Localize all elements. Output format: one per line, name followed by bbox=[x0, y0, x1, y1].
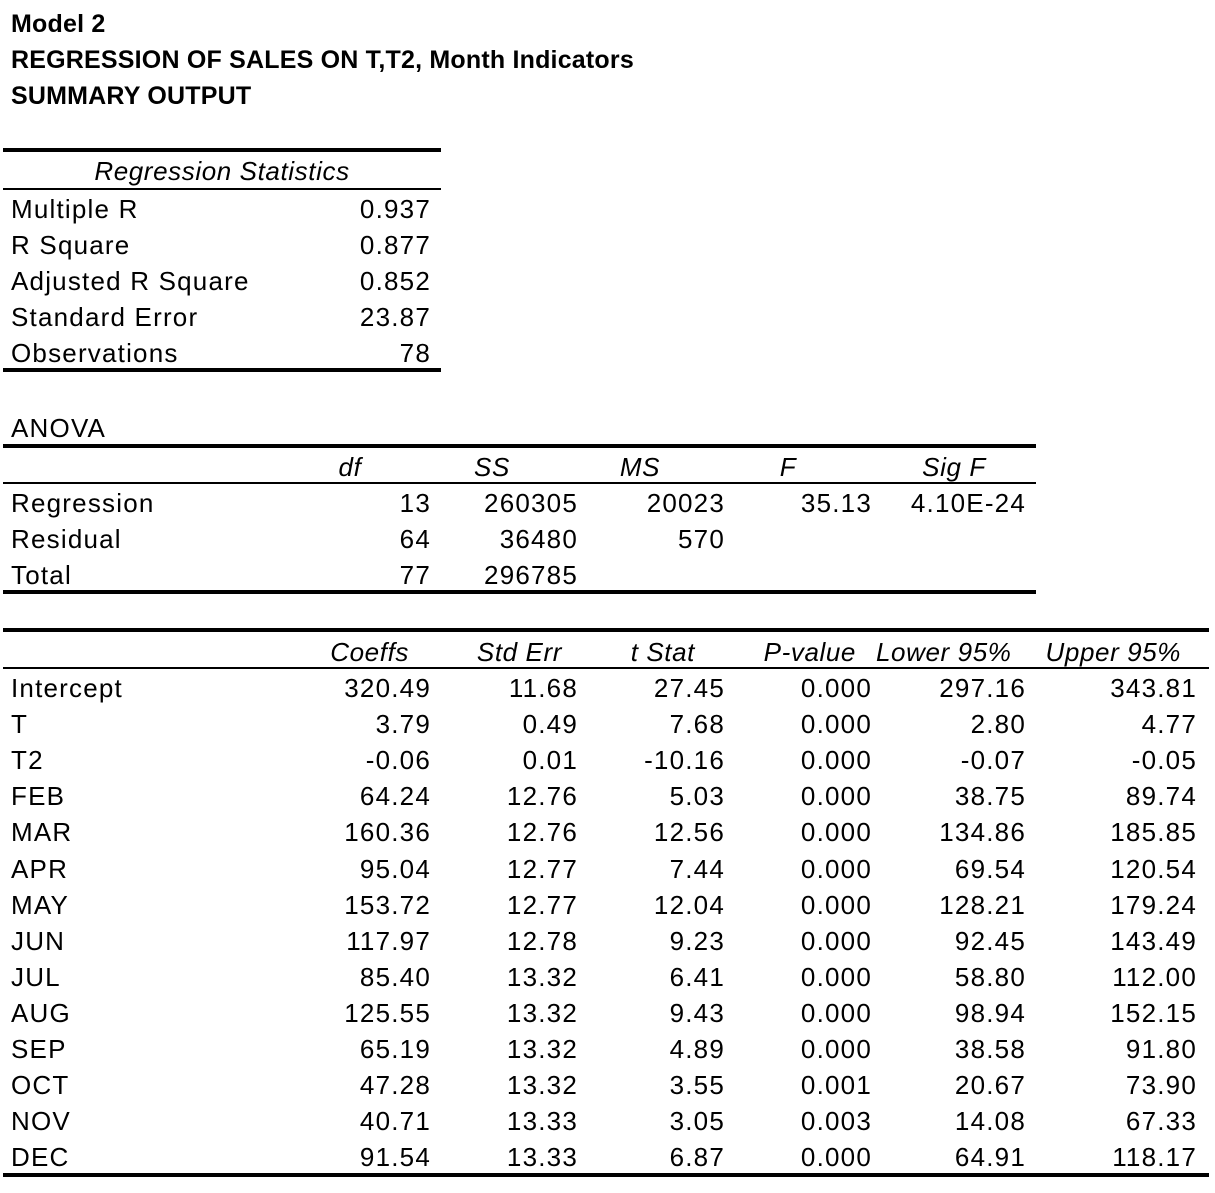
stat-value: 0.852 bbox=[359, 266, 431, 296]
coef-p-value: 0.000 bbox=[800, 925, 872, 956]
anova-ss-value: 36480 bbox=[499, 524, 578, 554]
anova-df-value: 77 bbox=[399, 560, 431, 590]
anova-title: ANOVA bbox=[11, 413, 107, 443]
anova-df-value: 13 bbox=[399, 488, 431, 518]
stats-bottom-rule bbox=[3, 368, 441, 372]
anova-row-label: Total bbox=[11, 560, 72, 590]
stat-value: 78 bbox=[399, 338, 431, 368]
coef-p-value: 0.000 bbox=[800, 781, 872, 812]
coef-top-rule bbox=[3, 628, 1209, 632]
coef-lo-value: 128.21 bbox=[939, 889, 1026, 920]
coef-hi-value: 185.85 bbox=[1110, 817, 1197, 848]
coef-lo-value: 38.75 bbox=[954, 781, 1026, 812]
coef-t-value: 9.43 bbox=[669, 997, 725, 1028]
coef-lo-value: 20.67 bbox=[954, 1070, 1026, 1101]
stats-top-rule bbox=[3, 148, 441, 152]
coef-lo-value: 134.86 bbox=[939, 817, 1026, 848]
coef-t-value: 12.04 bbox=[653, 889, 725, 920]
stat-label: Multiple R bbox=[11, 194, 139, 224]
coef-t-value: 9.23 bbox=[669, 925, 725, 956]
coef-row-label: DEC bbox=[11, 1142, 70, 1173]
coef-se-value: 13.33 bbox=[506, 1106, 578, 1137]
coef-t-value: 5.03 bbox=[669, 781, 725, 812]
anova-ms-value: 570 bbox=[678, 524, 725, 554]
coef-row-label: T bbox=[11, 709, 29, 740]
coef-row-label: OCT bbox=[11, 1070, 70, 1101]
coef-t-value: 7.44 bbox=[669, 853, 725, 884]
model-label: Model 2 bbox=[11, 10, 106, 38]
coef-coef-value: 64.24 bbox=[359, 781, 431, 812]
coef-col-header: Coeffs bbox=[330, 637, 409, 667]
coef-se-value: 0.01 bbox=[522, 745, 578, 776]
coef-row-label: NOV bbox=[11, 1106, 71, 1137]
coef-se-value: 0.49 bbox=[522, 709, 578, 740]
coef-coef-value: 65.19 bbox=[359, 1034, 431, 1064]
anova-col-header: Sig F bbox=[922, 452, 986, 482]
coef-p-value: 0.000 bbox=[800, 997, 872, 1028]
stat-label: R Square bbox=[11, 230, 131, 260]
coef-coef-value: 40.71 bbox=[359, 1106, 431, 1137]
anova-col-header: SS bbox=[474, 452, 510, 482]
coef-col-header: P-value bbox=[763, 637, 856, 667]
coef-se-value: 12.77 bbox=[506, 853, 578, 884]
coef-se-value: 13.32 bbox=[506, 1070, 578, 1101]
coef-coef-value: 3.79 bbox=[375, 709, 431, 740]
stat-value: 23.87 bbox=[359, 302, 431, 332]
coef-se-value: 12.76 bbox=[506, 781, 578, 812]
coef-hi-value: 112.00 bbox=[1112, 961, 1197, 992]
anova-row-label: Regression bbox=[11, 488, 155, 518]
coef-t-value: 7.68 bbox=[669, 709, 725, 740]
coef-row-label: AUG bbox=[11, 997, 71, 1028]
coef-hi-value: 4.77 bbox=[1141, 709, 1197, 740]
coef-coef-value: 95.04 bbox=[359, 853, 431, 884]
coef-col-header: t Stat bbox=[630, 637, 695, 667]
coef-coef-value: -0.06 bbox=[365, 745, 431, 776]
coef-bottom-rule bbox=[3, 1173, 1209, 1177]
coef-hi-value: 152.15 bbox=[1110, 997, 1197, 1028]
anova-ss-value: 296785 bbox=[484, 560, 578, 590]
coef-hi-value: 343.81 bbox=[1110, 673, 1197, 703]
coef-p-value: 0.000 bbox=[800, 817, 872, 848]
coef-se-value: 12.78 bbox=[506, 925, 578, 956]
coef-lo-value: 98.94 bbox=[954, 997, 1026, 1028]
coef-p-value: 0.000 bbox=[800, 1034, 872, 1064]
coef-lo-value: 58.80 bbox=[954, 961, 1026, 992]
stat-label: Standard Error bbox=[11, 302, 199, 332]
coef-se-value: 13.32 bbox=[506, 1034, 578, 1064]
coef-row-label: T2 bbox=[11, 745, 44, 776]
coef-coef-value: 320.49 bbox=[344, 673, 431, 703]
stat-label: Observations bbox=[11, 338, 179, 368]
stat-value: 0.877 bbox=[359, 230, 431, 260]
coef-lo-value: 38.58 bbox=[954, 1034, 1026, 1064]
coef-hi-value: 89.74 bbox=[1125, 781, 1197, 812]
coef-coef-value: 85.40 bbox=[359, 961, 431, 992]
coef-se-value: 11.68 bbox=[508, 673, 578, 703]
coef-t-value: 3.05 bbox=[669, 1106, 725, 1137]
coef-p-value: 0.000 bbox=[800, 745, 872, 776]
coef-lo-value: -0.07 bbox=[960, 745, 1026, 776]
coef-p-value: 0.000 bbox=[800, 961, 872, 992]
anova-df-value: 64 bbox=[399, 524, 431, 554]
coef-hi-value: 143.49 bbox=[1110, 925, 1197, 956]
coef-p-value: 0.000 bbox=[800, 1142, 872, 1173]
coef-row-label: APR bbox=[11, 853, 69, 884]
coef-t-value: 6.87 bbox=[669, 1142, 725, 1173]
coef-se-value: 13.32 bbox=[506, 997, 578, 1028]
coef-row-label: Intercept bbox=[11, 673, 123, 703]
coef-row-label: MAR bbox=[11, 817, 73, 848]
coef-hi-value: 67.33 bbox=[1125, 1106, 1197, 1137]
anova-ss-value: 260305 bbox=[484, 488, 578, 518]
coef-col-header: Lower 95% bbox=[876, 637, 1012, 667]
coef-p-value: 0.001 bbox=[800, 1070, 872, 1101]
stat-value: 0.937 bbox=[359, 194, 431, 224]
coef-hi-value: 179.24 bbox=[1110, 889, 1197, 920]
anova-top-rule bbox=[3, 444, 1036, 448]
coef-hi-value: 91.80 bbox=[1125, 1034, 1197, 1064]
coef-row-label: MAY bbox=[11, 889, 70, 920]
coef-se-value: 12.76 bbox=[506, 817, 578, 848]
coef-t-value: 27.45 bbox=[653, 673, 725, 703]
coef-p-value: 0.000 bbox=[800, 889, 872, 920]
anova-f-value: 35.13 bbox=[800, 488, 872, 518]
coef-coef-value: 47.28 bbox=[359, 1070, 431, 1101]
coef-t-value: 4.89 bbox=[669, 1034, 725, 1064]
anova-row-label: Residual bbox=[11, 524, 122, 554]
coef-se-value: 13.33 bbox=[506, 1142, 578, 1173]
coef-lo-value: 92.45 bbox=[954, 925, 1026, 956]
coef-hi-value: 73.90 bbox=[1125, 1070, 1197, 1101]
coef-se-value: 13.32 bbox=[506, 961, 578, 992]
coef-lo-value: 64.91 bbox=[954, 1142, 1026, 1173]
coef-p-value: 0.000 bbox=[800, 853, 872, 884]
coef-p-value: 0.003 bbox=[800, 1106, 872, 1137]
coef-lo-value: 14.08 bbox=[954, 1106, 1026, 1137]
coef-p-value: 0.000 bbox=[800, 709, 872, 740]
stat-label: Adjusted R Square bbox=[11, 266, 250, 296]
coef-t-value: 3.55 bbox=[669, 1070, 725, 1101]
anova-ms-value: 20023 bbox=[646, 488, 725, 518]
report-title: REGRESSION OF SALES ON T,T2, Month Indicators bbox=[11, 46, 634, 74]
anova-sig-f-value: 4.10E-24 bbox=[910, 488, 1026, 518]
coef-t-value: -10.16 bbox=[644, 745, 725, 776]
coef-hi-value: 120.54 bbox=[1110, 853, 1197, 884]
stats-title: Regression Statistics bbox=[94, 156, 350, 186]
coef-t-value: 6.41 bbox=[669, 961, 725, 992]
anova-bottom-rule bbox=[3, 590, 1036, 594]
coef-coef-value: 91.54 bbox=[359, 1142, 431, 1173]
coef-lo-value: 297.16 bbox=[939, 673, 1026, 703]
coef-lo-value: 69.54 bbox=[954, 853, 1026, 884]
coef-col-header: Std Err bbox=[476, 637, 562, 667]
coef-p-value: 0.000 bbox=[800, 673, 872, 703]
anova-col-header: MS bbox=[619, 452, 661, 482]
coef-lo-value: 2.80 bbox=[970, 709, 1026, 740]
summary-output-label: SUMMARY OUTPUT bbox=[11, 82, 252, 110]
coef-t-value: 12.56 bbox=[653, 817, 725, 848]
coef-hi-value: 118.17 bbox=[1112, 1142, 1197, 1173]
coef-hi-value: -0.05 bbox=[1131, 745, 1197, 776]
stats-header-rule bbox=[3, 188, 441, 190]
coef-row-label: JUN bbox=[11, 925, 66, 956]
anova-col-header: F bbox=[779, 452, 797, 482]
coef-header-rule bbox=[3, 667, 1209, 669]
anova-header-rule bbox=[3, 482, 1036, 484]
coef-coef-value: 117.97 bbox=[346, 925, 431, 956]
coef-row-label: FEB bbox=[11, 781, 66, 812]
anova-col-header: df bbox=[338, 452, 362, 482]
coef-row-label: JUL bbox=[11, 961, 61, 992]
coef-row-label: SEP bbox=[11, 1034, 67, 1064]
coef-coef-value: 160.36 bbox=[344, 817, 431, 848]
coef-col-header: Upper 95% bbox=[1045, 637, 1181, 667]
coef-coef-value: 125.55 bbox=[344, 997, 431, 1028]
coef-se-value: 12.77 bbox=[506, 889, 578, 920]
coef-coef-value: 153.72 bbox=[344, 889, 431, 920]
